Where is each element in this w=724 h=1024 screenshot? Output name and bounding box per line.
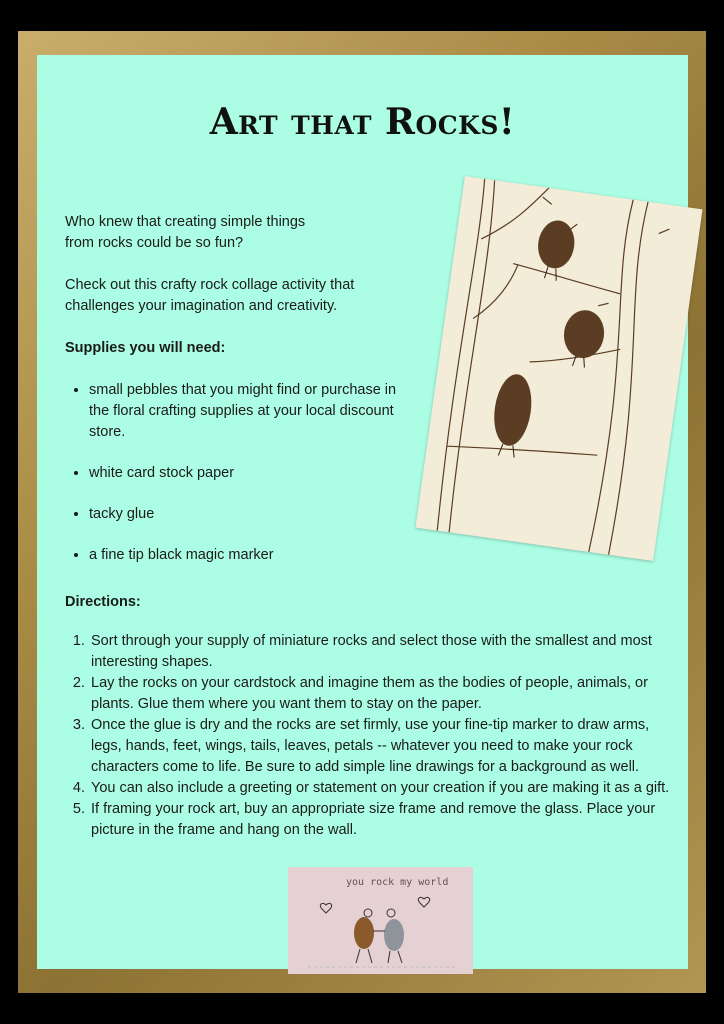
gold-frame	[18, 31, 706, 993]
bird-branches-illustration	[415, 176, 702, 561]
photo-card	[415, 176, 702, 561]
list-item: • small pebbles that you might find or purchase in the floral crafting supplies at your local discount store.	[89, 380, 415, 443]
supplies-list	[65, 380, 425, 566]
list-item: 4. You can also include a greeting or statement on your creation if you are making it as a gift.	[89, 778, 675, 799]
list-item: • a fine tip black magic marker	[89, 545, 425, 566]
rock-couple-image	[288, 867, 473, 974]
list-item: 5. If framing your rock art, buy an appropriate size frame and remove the glass. Place your picture in the frame and hang on the wall.	[89, 799, 675, 841]
directions-heading: Directions:	[65, 594, 141, 610]
rock-couple-illustration	[288, 867, 473, 974]
list-item: • white card stock paper	[89, 463, 425, 484]
page-panel	[37, 55, 688, 969]
intro-paragraph-1: Who knew that creating simple things from rocks could be so fun?	[65, 214, 306, 251]
image-caption: you rock my world	[346, 877, 449, 888]
list-item: 2. Lay the rocks on your cardstock and imagine them as the bodies of people, animals, or plants. Glue them where you want them to stay on the paper.	[89, 673, 675, 715]
directions-list	[65, 631, 675, 841]
bird-rock-photo	[425, 187, 695, 557]
intro-section	[65, 212, 425, 586]
list-item: 3. Once the glue is dry and the rocks are set firmly, use your fine-tip marker to draw arms, legs, hands, feet, wings, tails, leaves, petals -- whatever you need to make your rock characters come to life. Be sure to add simple line drawings for a background as well.	[89, 715, 675, 778]
list-item: 1. Sort through your supply of miniature rocks and select those with the smallest and most interesting shapes.	[89, 631, 675, 673]
supplies-heading: Supplies you will need:	[65, 340, 226, 356]
page-title: Art that Rocks!	[209, 101, 516, 143]
directions-section	[65, 592, 675, 841]
list-item: • tacky glue	[89, 504, 425, 525]
intro-paragraph-2: Check out this crafty rock collage activity that challenges your imagination and creativity.	[65, 277, 355, 314]
